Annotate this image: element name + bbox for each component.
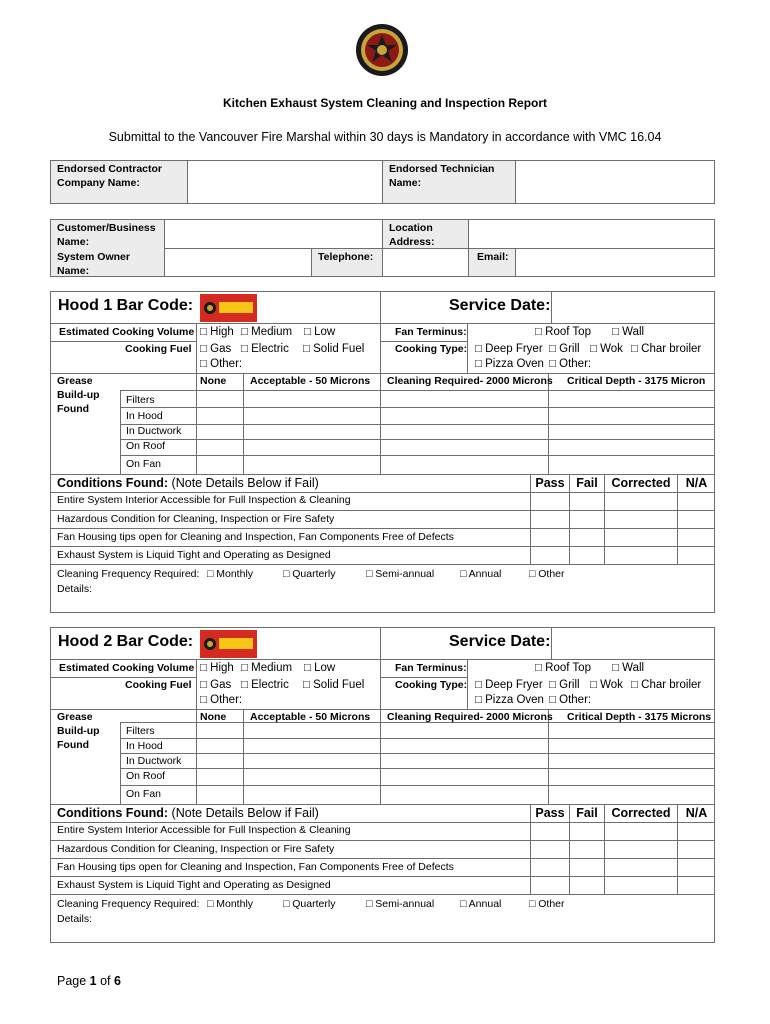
type-wok[interactable]: □ Wok xyxy=(590,343,623,355)
location-label: Location Address: xyxy=(389,222,435,248)
business-label: Customer/Business Name: xyxy=(57,222,156,248)
frequency-other[interactable]: □ Other xyxy=(529,898,565,910)
condition-row: Exhaust System is Liquid Tight and Operating as Designed xyxy=(57,879,331,891)
type-char-broiler[interactable]: □ Char broiler xyxy=(631,343,702,355)
grease-header-acceptable: Acceptable - 50 Microns xyxy=(250,711,371,723)
type-pizza-oven[interactable]: □ Pizza Oven xyxy=(475,694,544,706)
fuel-gas[interactable]: □ Gas xyxy=(200,679,232,691)
service-date-label: Service Date: xyxy=(449,633,551,650)
type-grill[interactable]: □ Grill xyxy=(549,679,580,691)
technician-name-field[interactable] xyxy=(515,160,715,204)
grease-row-fan: On Fan xyxy=(126,458,162,470)
fire-department-logo xyxy=(355,23,409,77)
volume-medium[interactable]: □ Medium xyxy=(241,662,293,674)
condition-row: Hazardous Condition for Cleaning, Inspection or Fire Safety xyxy=(57,843,335,855)
condition-row: Fan Housing tips open for Cleaning and Inspection, Fan Components Free of Defects xyxy=(57,861,454,873)
terminus-label: Fan Terminus: xyxy=(395,662,467,674)
frequency-annual[interactable]: □ Annual xyxy=(460,568,502,580)
condition-row: Entire System Interior Accessible for Full Inspection & Cleaning xyxy=(57,494,351,506)
service-date-label: Service Date: xyxy=(449,297,551,314)
type-grill[interactable]: □ Grill xyxy=(549,343,580,355)
grease-row-filters: Filters xyxy=(126,394,155,406)
terminus-label: Fan Terminus: xyxy=(395,326,467,338)
hood-title: Hood 2 Bar Code: xyxy=(58,633,194,650)
grease-row-hood: In Hood xyxy=(126,410,163,422)
condition-row: Hazardous Condition for Cleaning, Inspection or Fire Safety xyxy=(57,513,335,525)
grease-header-acceptable: Acceptable - 50 Microns xyxy=(250,375,371,387)
grease-label: Grease Build-up Found xyxy=(57,375,100,415)
frequency-annual[interactable]: □ Annual xyxy=(460,898,502,910)
header-corrected: Corrected xyxy=(611,476,671,490)
business-name-field[interactable] xyxy=(164,219,383,249)
frequency-semiannual[interactable]: □ Semi-annual xyxy=(366,568,435,580)
terminus-roof[interactable]: □ Roof Top xyxy=(535,662,591,674)
fuel-label: Cooking Fuel xyxy=(125,343,192,355)
fire-crest-icon xyxy=(355,23,409,77)
fuel-electric[interactable]: □ Electric xyxy=(241,679,289,691)
volume-label: Estimated Cooking Volume xyxy=(59,326,195,338)
type-pizza-oven[interactable]: □ Pizza Oven xyxy=(475,358,544,370)
barcode-image xyxy=(200,630,257,658)
owner-label: System Owner Name: xyxy=(57,251,130,277)
report-title: Kitchen Exhaust System Cleaning and Inspection Report xyxy=(222,96,548,110)
fuel-electric[interactable]: □ Electric xyxy=(241,343,289,355)
type-wok[interactable]: □ Wok xyxy=(590,679,623,691)
cooking-type-label: Cooking Type: xyxy=(395,343,468,355)
details-label: Details: xyxy=(57,913,93,925)
frequency-label: Cleaning Frequency Required: xyxy=(57,898,200,910)
grease-header-none: None xyxy=(200,375,227,387)
volume-high[interactable]: □ High xyxy=(200,326,234,338)
fuel-other[interactable]: □ Other: xyxy=(200,694,243,706)
volume-low[interactable]: □ Low xyxy=(304,326,336,338)
condition-row: Exhaust System is Liquid Tight and Operating as Designed xyxy=(57,549,331,561)
header-na: N/A xyxy=(685,806,708,820)
grease-row-ductwork: In Ductwork xyxy=(126,425,182,437)
volume-medium[interactable]: □ Medium xyxy=(241,326,293,338)
conditions-heading: Conditions Found: (Note Details Below if Fail) xyxy=(57,806,319,820)
owner-name-field[interactable] xyxy=(164,248,312,277)
telephone-label: Telephone: xyxy=(318,251,374,263)
type-deep-fryer[interactable]: □ Deep Fryer xyxy=(475,679,543,691)
grease-row-ductwork: In Ductwork xyxy=(126,755,182,767)
volume-label: Estimated Cooking Volume xyxy=(59,662,195,674)
condition-row: Fan Housing tips open for Cleaning and Inspection, Fan Components Free of Defects xyxy=(57,531,454,543)
barcode-image xyxy=(200,294,257,322)
header-fail: Fail xyxy=(576,806,598,820)
email-label: Email: xyxy=(477,251,509,263)
frequency-quarterly[interactable]: □ Quarterly xyxy=(283,898,336,910)
condition-row: Entire System Interior Accessible for Full Inspection & Cleaning xyxy=(57,824,351,836)
frequency-monthly[interactable]: □ Monthly xyxy=(207,898,254,910)
crest-icon xyxy=(203,637,217,651)
hood-title: Hood 1 Bar Code: xyxy=(58,297,194,314)
service-date-field[interactable] xyxy=(551,291,715,324)
email-field[interactable] xyxy=(515,248,715,277)
frequency-semiannual[interactable]: □ Semi-annual xyxy=(366,898,435,910)
type-char-broiler[interactable]: □ Char broiler xyxy=(631,679,702,691)
grease-row-hood: In Hood xyxy=(126,740,163,752)
grease-row-roof: On Roof xyxy=(126,440,166,452)
frequency-other[interactable]: □ Other xyxy=(529,568,565,580)
report-subtitle: Submittal to the Vancouver Fire Marshal within 30 days is Mandatory in accordance with VMC 16.04 xyxy=(108,130,662,144)
header-na: N/A xyxy=(685,476,708,490)
fuel-gas[interactable]: □ Gas xyxy=(200,343,232,355)
volume-low[interactable]: □ Low xyxy=(304,662,336,674)
header-pass: Pass xyxy=(535,806,565,820)
grease-header-critical: Critical Depth - 3175 Micron xyxy=(567,375,706,387)
grease-label: Grease Build-up Found xyxy=(57,711,100,751)
grease-row-fan: On Fan xyxy=(126,788,162,800)
technician-label: Endorsed Technician Name: xyxy=(389,163,495,189)
telephone-field[interactable] xyxy=(382,248,469,277)
frequency-monthly[interactable]: □ Monthly xyxy=(207,568,254,580)
company-name-field[interactable] xyxy=(187,160,383,204)
grease-header-none: None xyxy=(200,711,227,723)
fuel-solid[interactable]: □ Solid Fuel xyxy=(303,343,365,355)
cooking-type-label: Cooking Type: xyxy=(395,679,468,691)
terminus-wall[interactable]: □ Wall xyxy=(612,326,645,338)
volume-high[interactable]: □ High xyxy=(200,662,234,674)
grease-header-cleaning: Cleaning Required- 2000 Microns xyxy=(387,711,553,723)
grease-header-critical: Critical Depth - 3175 Microns xyxy=(567,711,712,723)
terminus-roof[interactable]: □ Roof Top xyxy=(535,326,591,338)
conditions-heading: Conditions Found: (Note Details Below if Fail) xyxy=(57,476,319,490)
header-pass: Pass xyxy=(535,476,565,490)
grease-row-roof: On Roof xyxy=(126,770,166,782)
grease-row-filters: Filters xyxy=(126,725,155,737)
crest-icon xyxy=(203,301,217,315)
service-date-field[interactable] xyxy=(551,627,715,660)
frequency-quarterly[interactable]: □ Quarterly xyxy=(283,568,336,580)
frequency-label: Cleaning Frequency Required: xyxy=(57,568,200,580)
page-number: Page 1 of 6 xyxy=(57,974,121,988)
type-deep-fryer[interactable]: □ Deep Fryer xyxy=(475,343,543,355)
header-fail: Fail xyxy=(576,476,598,490)
header-corrected: Corrected xyxy=(611,806,671,820)
type-other[interactable]: □ Other: xyxy=(549,694,592,706)
type-other[interactable]: □ Other: xyxy=(549,358,592,370)
location-address-field[interactable] xyxy=(468,219,715,249)
company-label: Endorsed Contractor Company Name: xyxy=(57,163,163,189)
grease-header-cleaning: Cleaning Required- 2000 Microns xyxy=(387,375,553,387)
fuel-solid[interactable]: □ Solid Fuel xyxy=(303,679,365,691)
fuel-other[interactable]: □ Other: xyxy=(200,358,243,370)
details-label: Details: xyxy=(57,583,93,595)
terminus-wall[interactable]: □ Wall xyxy=(612,662,645,674)
fuel-label: Cooking Fuel xyxy=(125,679,192,691)
